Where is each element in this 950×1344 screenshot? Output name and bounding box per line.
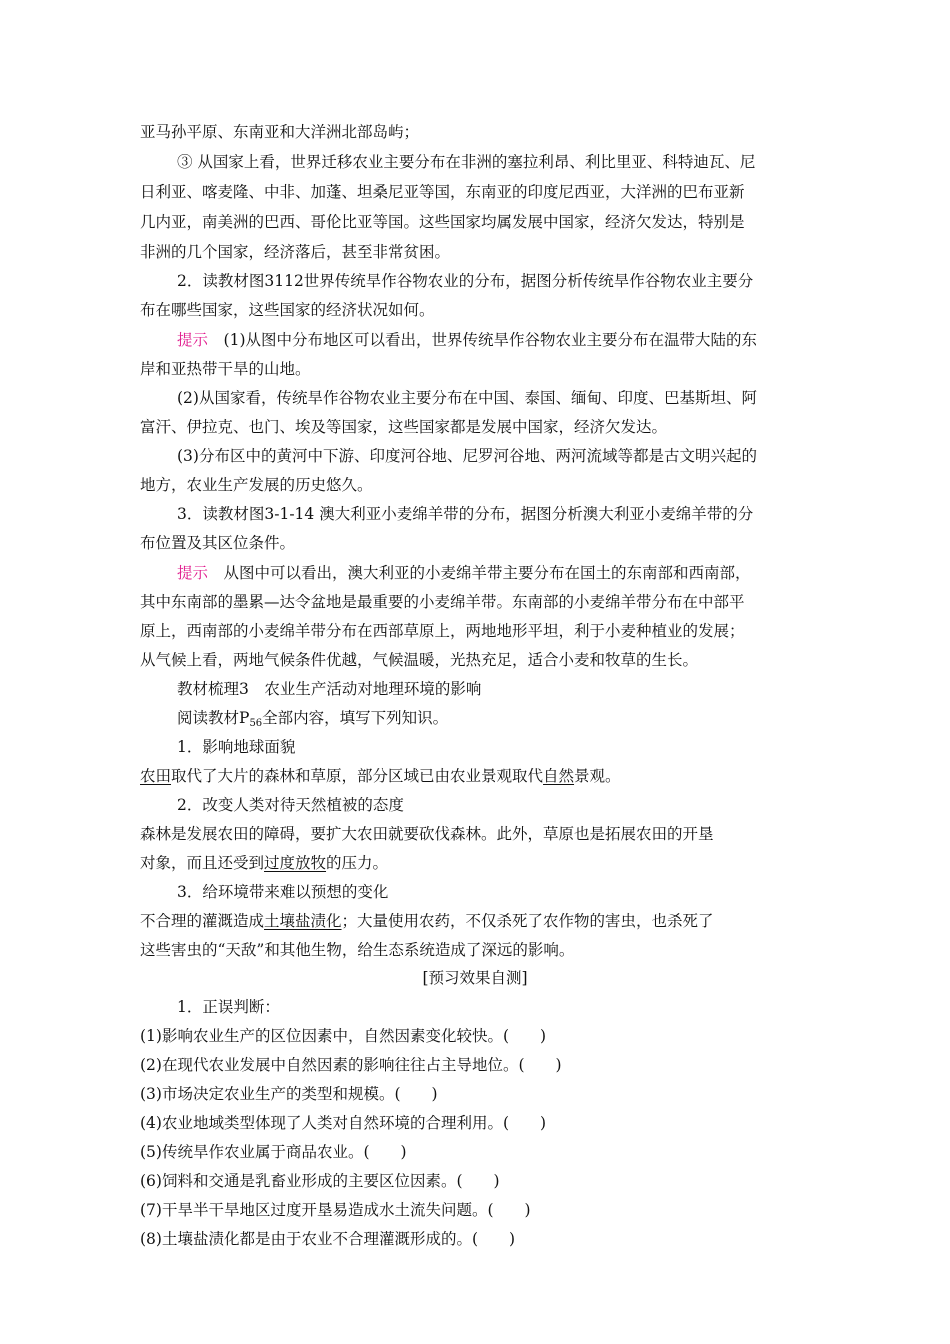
judgment-item: (2)在现代农业发展中自然因素的影响往往占主导地位。( ) <box>140 1056 562 1074</box>
text-line: 几内亚，南美洲的巴西、哥伦比亚等国。这些国家均属发展中国家，经济欠发达，特别是 <box>140 213 745 231</box>
item-3-title: 3．给环境带来难以预想的变化 <box>177 883 389 901</box>
hint-label: 提示 <box>177 331 209 349</box>
judgment-item: (4)农业地域类型体现了人类对自然环境的合理利用。( ) <box>140 1114 547 1132</box>
judgment-item: (6)饲料和交通是乳畜业形成的主要区位因素。( ) <box>140 1172 500 1190</box>
read-instruction: 阅读教材$P_{56}$全部内容，填写下列知识。 <box>177 709 449 729</box>
hint-line <box>177 563 751 583</box>
judgment-item: (1)影响农业生产的区位因素中，自然因素变化较快。( ) <box>140 1027 547 1045</box>
fill-answer: 土壤盐渍化 <box>264 912 342 930</box>
text-line: 岸和亚热带干旱的山地。 <box>140 360 311 378</box>
judgment-item: (5)传统旱作农业属于商品农业。( ) <box>140 1143 407 1161</box>
item-1-title: 1．影响地球面貌 <box>177 738 296 756</box>
text-line: 不合理的灌溉造成土壤盐渍化；大量使用农药，不仅杀死了农作物的害虫，也杀死了 <box>140 912 714 930</box>
hint-label: 提示 <box>177 564 209 582</box>
fill-answer: 过度放牧 <box>264 854 327 872</box>
hint-text: 从图中可以看出，澳大利亚的小麦绵羊带主要分布在国土的东南部和西南部， <box>223 564 751 582</box>
question-3: 3．读教材图3-1-14 澳大利亚小麦绵羊带的分布，据图分析澳大利亚小麦绵羊带的分 <box>177 505 754 523</box>
text-line: 对象，而且还受到过度放牧的压力。 <box>140 854 389 872</box>
text-line: (2)从国家看，传统旱作谷物农业主要分布在中国、泰国、缅甸、印度、巴基斯坦、阿 <box>177 389 757 407</box>
text-line: 非洲的几个国家，经济落后，甚至非常贫困。 <box>140 243 451 261</box>
judgment-item: (8)土壤盐渍化都是由于农业不合理灌溉形成的。( ) <box>140 1230 516 1248</box>
item-2-title: 2．改变人类对待天然植被的态度 <box>177 796 404 814</box>
fill-answer: 农田 <box>140 767 172 785</box>
question-2: 2．读教材图3112世界传统旱作谷物农业的分布，据图分析传统旱作谷物农业主要分 <box>177 272 754 290</box>
text-line: 布位置及其区位条件。 <box>140 534 296 552</box>
judgment-item: (7)干旱半干旱地区过度开垦易造成水土流失问题。( ) <box>140 1201 531 1219</box>
text-line: 森林是发展农田的障碍，要扩大农田就要砍伐森林。此外，草原也是拓展农田的开垦 <box>140 825 714 843</box>
text-line: 从气候上看，两地气候条件优越，气候温暖，光热充足，适合小麦和牧草的生长。 <box>140 651 699 669</box>
text-line: 农田取代了大片的森林和草原，部分区域已由农业景观取代自然景观。 <box>140 767 621 785</box>
text-line: 地方，农业生产发展的历史悠久。 <box>140 476 373 494</box>
text-line: 富汗、伊拉克、也门、埃及等国家，这些国家都是发展中国家，经济欠发达。 <box>140 418 668 436</box>
judgment-item: (3)市场决定农业生产的类型和规模。( ) <box>140 1085 438 1103</box>
text-line: 亚马孙平原、东南亚和大洋洲北部岛屿； <box>140 123 420 141</box>
selftest-heading: [预习效果自测] <box>422 969 528 987</box>
text-line: 原上，西南部的小麦绵羊带分布在西部草原上，两地地形平坦，利于小麦种植业的发展； <box>140 622 745 640</box>
selftest-question-title: 1．正误判断： <box>177 998 280 1016</box>
fill-answer: 自然 <box>543 767 575 785</box>
hint-line <box>177 330 757 350</box>
text-line: 日利亚、喀麦隆、中非、加蓬、坦桑尼亚等国，东南亚的印度尼西亚，大洋洲的巴布亚新 <box>140 183 745 201</box>
hint-text: (1)从图中分布地区可以看出，世界传统旱作谷物农业主要分布在温带大陆的东 <box>223 331 757 349</box>
section-title: 教材梳理3 农业生产活动对地理环境的影响 <box>177 680 482 698</box>
text-line: ③ 从国家上看，世界迁移农业主要分布在非洲的塞拉利昂、利比里亚、科特迪瓦、尼 <box>177 153 756 171</box>
text-line: (3)分布区中的黄河中下游、印度河谷地、尼罗河谷地、两河流域等都是古文明兴起的 <box>177 447 757 465</box>
text-line: 其中东南部的墨累—达令盆地是最重要的小麦绵羊带。东南部的小麦绵羊带分布在中部平 <box>140 593 745 611</box>
text-line: 布在哪些国家，这些国家的经济状况如何。 <box>140 301 435 319</box>
text-line: 这些害虫的“天敌”和其他生物，给生态系统造成了深远的影响。 <box>140 941 575 959</box>
